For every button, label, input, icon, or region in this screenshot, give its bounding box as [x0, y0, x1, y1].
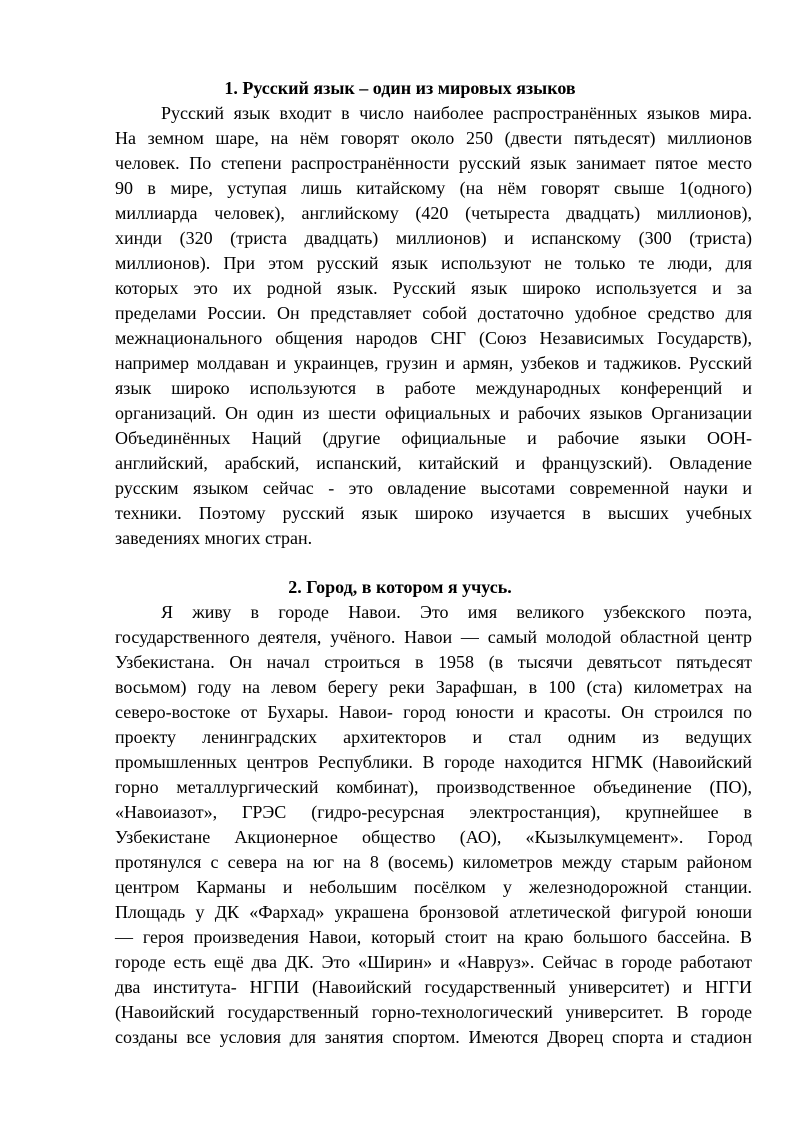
- section-2-heading: 2. Город, в котором я учусь.: [288, 577, 512, 597]
- text-line: техники. Поэтому русский язык широко изучается в высших учебных: [115, 503, 752, 523]
- text-line: — героя произведения Навои, который стоит на краю большого бассейна. В: [115, 927, 752, 947]
- text-line: человек. По степени распространённости русский язык занимает пятое место: [115, 153, 752, 173]
- text-line: язык широко используются в работе международных конференций и: [115, 378, 752, 398]
- text-line: Площадь у ДК «Фархад» украшена бронзовой атлетической фигурой юноши: [115, 902, 752, 922]
- text-line: созданы все условия для занятия спортом. Имеются Дворец спорта и стадион: [115, 1027, 752, 1047]
- text-line: центром Карманы и небольшим посёлком у железнодорожной станции.: [115, 877, 752, 897]
- text-line: государственного деятеля, учёного. Навои — самый молодой областной центр: [115, 627, 752, 647]
- text-line: Русский язык входит в число наиболее распространённых языков мира.: [161, 103, 752, 123]
- section-1-heading: 1. Русский язык – один из мировых языков: [224, 78, 576, 98]
- text-line: восьмом) году на левом берегу реки Зарафшан, в 100 (ста) километрах на: [115, 677, 752, 697]
- text-line: проекту ленинградских архитекторов и стал одним из ведущих: [115, 727, 752, 747]
- text-line: северо-востоке от Бухары. Навои- город юности и красоты. Он строился по: [115, 702, 752, 722]
- text-line: На земном шаре, на нём говорят около 250 (двести пятьдесят) миллионов: [115, 128, 752, 148]
- text-line: которых это их родной язык. Русский язык широко используется и за: [115, 278, 752, 298]
- text-line: протянулся с севера на юг на 8 (восемь) километров между старым районом: [115, 852, 752, 872]
- text-line: Узбекистана. Он начал строиться в 1958 (в тысячи девятьсот пятьдесят: [115, 652, 752, 672]
- text-line: (Навоийский государственный горно-технологический университет. В городе: [115, 1002, 752, 1022]
- text-line: горно металлургический комбинат), производственное объединение (ПО),: [115, 777, 752, 797]
- text-line: хинди (320 (триста двадцать) миллионов) и испанскому (300 (триста): [115, 228, 752, 248]
- text-line: английский, арабский, испанский, китайский и французский). Овладение: [115, 453, 752, 473]
- text-line: два института- НГПИ (Навоийский государственный университет) и НГГИ: [115, 977, 752, 997]
- text-line: русским языком сейчас - это овладение высотами современной науки и: [115, 478, 752, 498]
- text-line: промышленных центров Республики. В городе находится НГМК (Навоийский: [115, 752, 752, 772]
- text-line: «Навоиазот», ГРЭС (гидро-ресурсная электростанция), крупнейшее в: [115, 802, 752, 822]
- text-line: Объединённых Наций (другие официальные и рабочие языки ООН-: [115, 428, 752, 448]
- text-line: Узбекистане Акционерное общество (АО), «Кызылкумцемент». Город: [115, 827, 752, 847]
- text-line: заведениях многих стран.: [115, 528, 313, 548]
- text-line: пределами России. Он представляет собой достаточно удобное средство для: [115, 303, 752, 323]
- text-line: организаций. Он один из шести официальных и рабочих языков Организации: [115, 403, 752, 423]
- text-line: миллиарда человек), английскому (420 (четыреста двадцать) миллионов),: [115, 203, 752, 223]
- text-line: Я живу в городе Навои. Это имя великого узбекского поэта,: [161, 602, 752, 622]
- text-line: межнационального общения народов СНГ (Союз Независимых Государств),: [115, 328, 752, 348]
- text-line: например молдаван и украинцев, грузин и армян, узбеков и таджиков. Русский: [115, 353, 752, 373]
- text-line: городе есть ещё два ДК. Это «Ширин» и «Навруз». Сейчас в городе работают: [115, 952, 752, 972]
- text-line: миллионов). При этом русский язык используют не только те люди, для: [115, 253, 752, 273]
- text-line: 90 в мире, уступая лишь китайскому (на нём говорят свыше 1(одного): [115, 178, 752, 198]
